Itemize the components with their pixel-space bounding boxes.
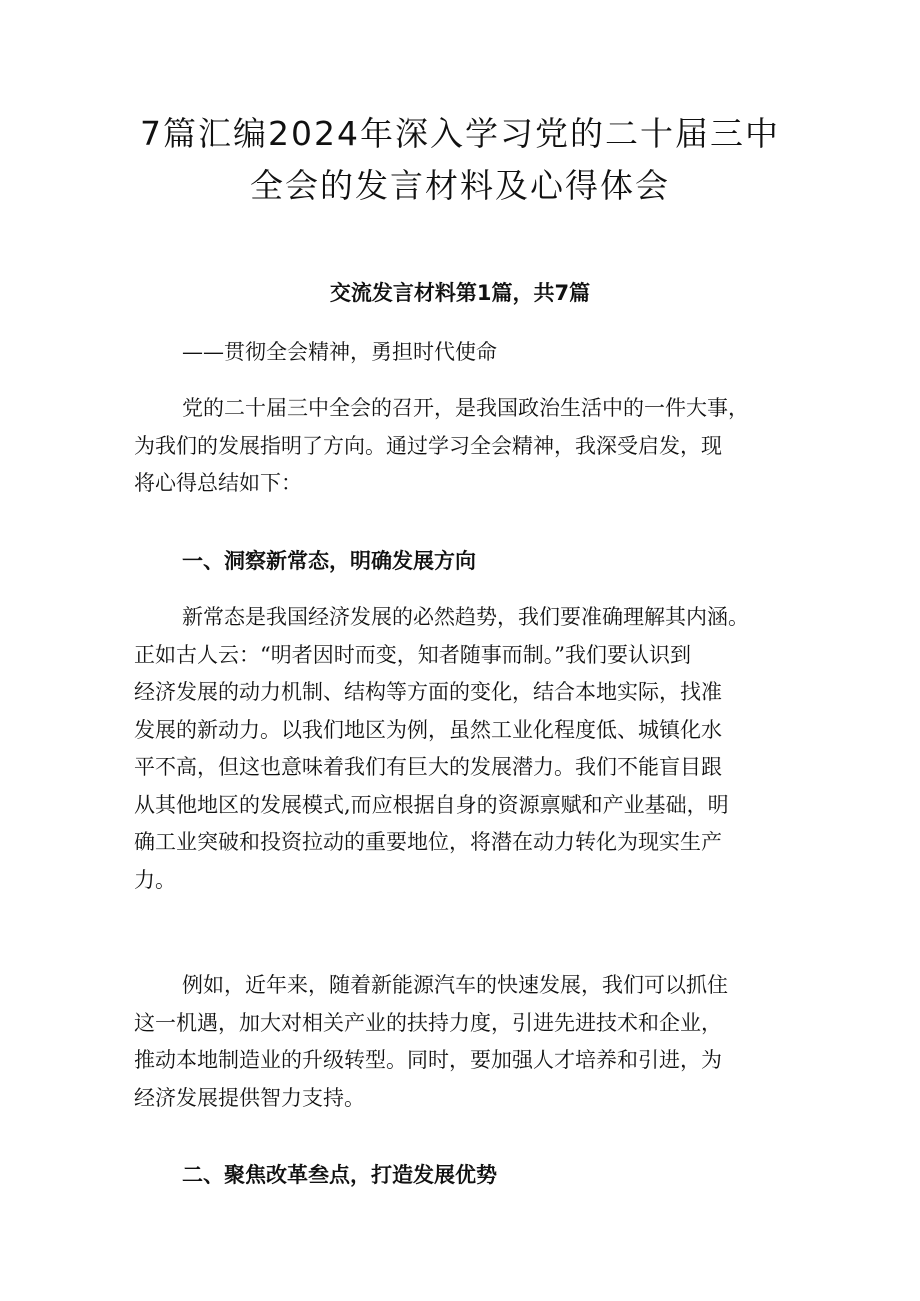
paragraph-line: 正如古人云：“明者因时而变，知者随事而制。”我们要认识到 xyxy=(134,642,691,667)
section-heading-1: 一、洞察新常态，明确发展方向 xyxy=(182,549,476,573)
section-1-paragraph-2 xyxy=(134,967,794,1117)
document-tagline: ——贯彻全会精神，勇担时代使命 xyxy=(182,340,497,364)
paragraph-line: 力。 xyxy=(134,867,176,892)
document-subtitle: 交流发言材料第1篇，共7篇 xyxy=(329,281,591,305)
paragraph-line: 党的二十届三中全会的召开，是我国政治生活中的一件大事， xyxy=(182,396,749,420)
title-line-2: 全会的发言材料及心得体会 xyxy=(250,166,670,205)
paragraph-line: 推动本地制造业的升级转型。同时，要加强人才培养和引进，为 xyxy=(134,1048,722,1072)
paragraph-line: 平不高，但这也意味着我们有巨大的发展潜力。我们不能盲目跟 xyxy=(134,755,722,779)
intro-paragraph xyxy=(134,390,794,503)
section-1-paragraph-1 xyxy=(134,599,794,899)
title-line-1: 7篇汇编2024年深入学习党的二十届三中 xyxy=(140,114,780,153)
paragraph-line: 确工业突破和投资拉动的重要地位，将潜在动力转化为现实生产 xyxy=(134,830,722,854)
paragraph-line: 经济发展的动力机制、结构等方面的变化，结合本地实际，找准 xyxy=(134,680,722,704)
paragraph-line: 例如，近年来，随着新能源汽车的快速发展，我们可以抓住 xyxy=(182,973,728,997)
paragraph-line: 经济发展提供智力支持。 xyxy=(134,1085,365,1110)
paragraph-line: 从其他地区的发展模式,而应根据自身的资源禀赋和产业基础，明 xyxy=(134,792,729,817)
paragraph-line: 为我们的发展指明了方向。通过学习全会精神，我深受启发，现 xyxy=(134,433,722,458)
paragraph-line: 新常态是我国经济发展的必然趋势，我们要准确理解其内涵。 xyxy=(182,605,749,629)
paragraph-line: 发展的新动力。以我们地区为例，虽然工业化程度低、城镇化水 xyxy=(134,717,722,742)
section-heading-2: 二、聚焦改革叁点，打造发展优势 xyxy=(182,1163,497,1187)
paragraph-line: 将心得总结如下： xyxy=(134,471,302,495)
document-title xyxy=(0,108,920,212)
paragraph-line: 这一机遇，加大对相关产业的扶持力度，引进先进技术和企业， xyxy=(134,1010,722,1035)
